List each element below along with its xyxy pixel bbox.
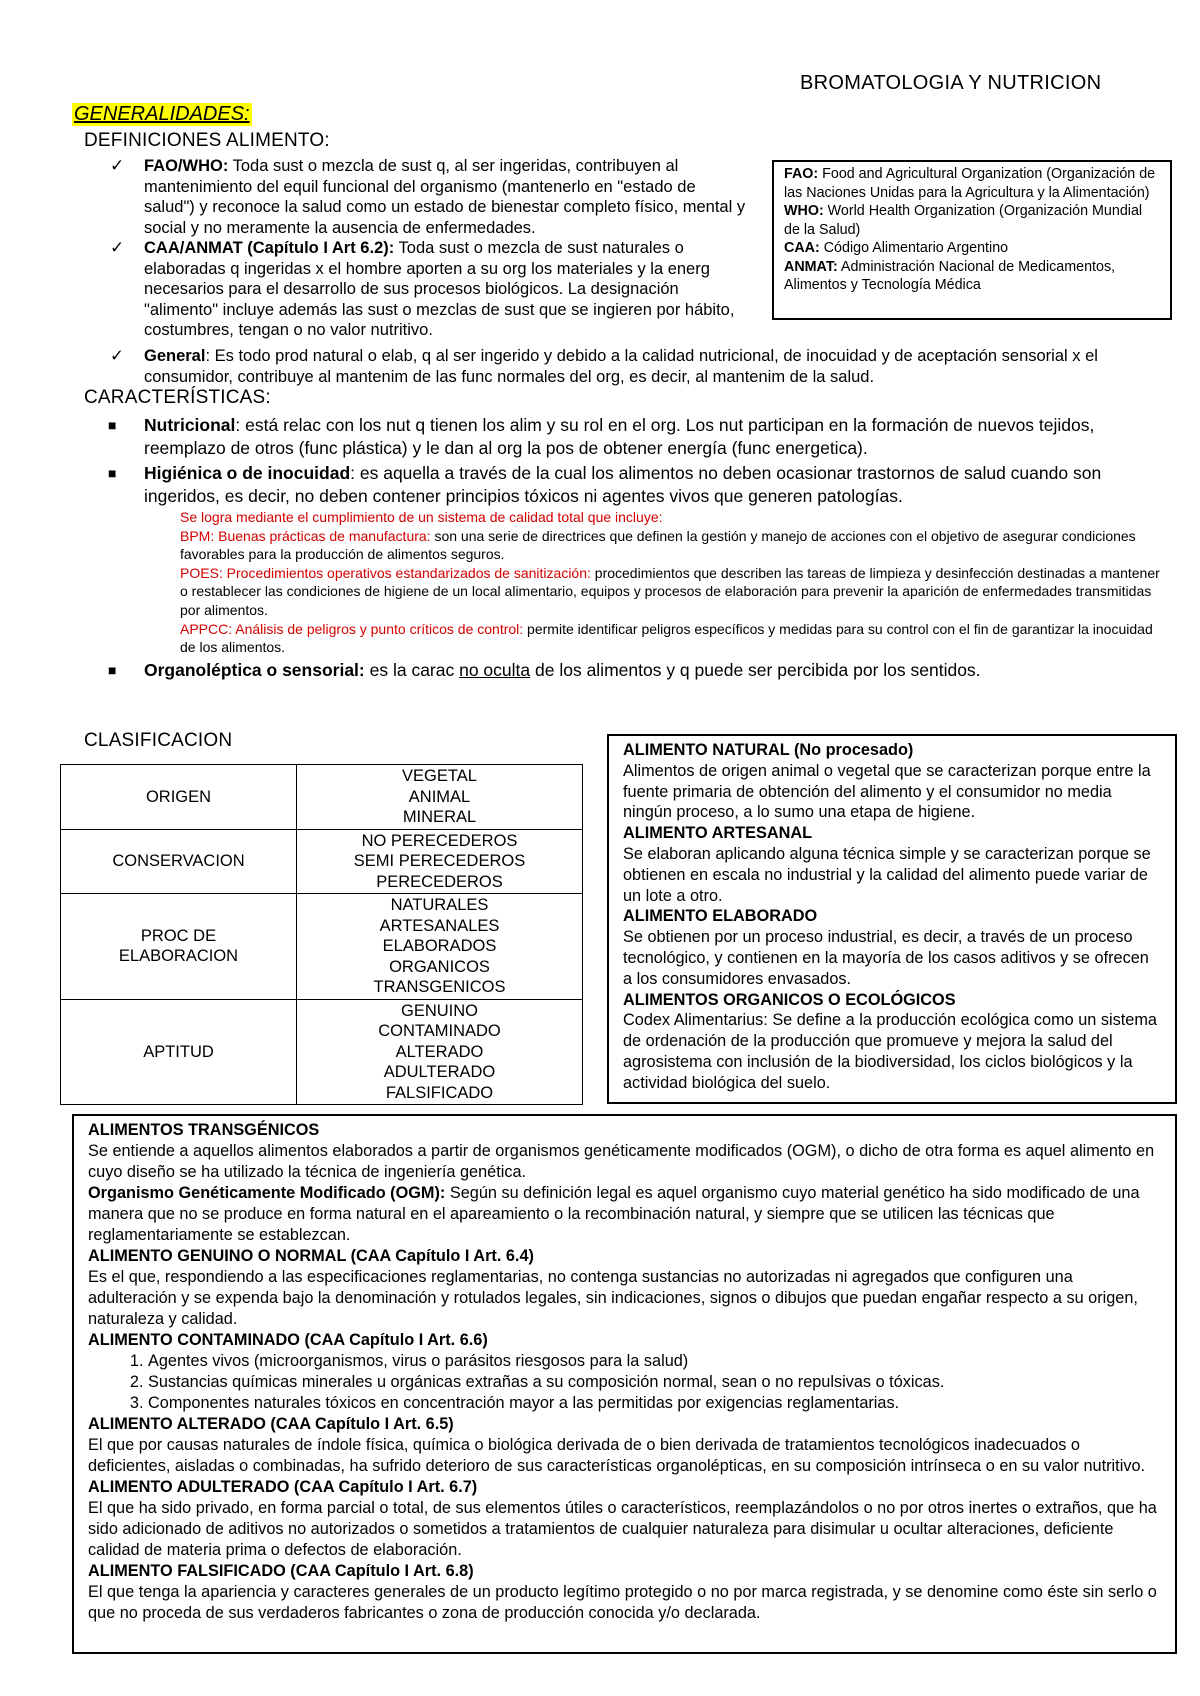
abbr-term: CAA: — [784, 240, 820, 256]
abbr-caa — [784, 239, 1160, 258]
class-label-line: PROC DE — [140, 926, 217, 945]
definiciones-title: DEFINICIONES ALIMENTO: — [84, 130, 330, 151]
char-term: Nutricional — [144, 415, 236, 435]
quality-intro: Se logra mediante el cumplimiento de un sistema de calidad total que incluye: — [180, 509, 663, 525]
char-term: Higiénica o de inocuidad — [144, 463, 351, 483]
class-value: VEGETAL — [402, 767, 477, 785]
definition-fao — [80, 156, 750, 238]
classification-table — [60, 764, 583, 1105]
type-text: Codex Alimentarius: Se define a la producción ecológica como un sistema de ordenación de la producción que promueve y mejora la salud del agrosistema con inclusión de la biodiversidad, los ciclos biológicos y la actividad biológica del suelo. — [623, 1011, 1157, 1092]
class-value: ORGANICOS — [389, 957, 490, 976]
abbr-term: WHO: — [784, 203, 824, 219]
abbr-text: Administración Nacional de Medicamentos, Alimentos y Tecnología Médica — [784, 258, 1116, 293]
characteristics-list — [80, 414, 1160, 682]
char-text: de los alimentos y q puede ser percibida por los sentidos. — [530, 659, 981, 680]
abbr-term: FAO: — [784, 166, 819, 182]
class-value: ANIMAL — [408, 787, 471, 806]
section-title: ALIMENTOS TRANSGÉNICOS — [88, 1121, 320, 1139]
type-title: ALIMENTOS ORGANICOS O ECOLÓGICOS — [623, 990, 956, 1009]
class-value: ELABORADOS — [382, 937, 497, 955]
quality-system — [180, 508, 1160, 657]
section-title: ALIMENTO CONTAMINADO (CAA Capítulo I Art. 6.6) — [88, 1331, 488, 1349]
class-value: ALTERADO — [395, 1042, 484, 1061]
list-item: 2. Sustancias químicas minerales u orgánicas extrañas a su composición normal, sean o no repulsivas o tóxicas. — [148, 1372, 1161, 1393]
check-icon: ✓ — [110, 156, 125, 175]
char-underlined: no oculta — [459, 659, 531, 680]
type-title: ALIMENTO ARTESANAL — [623, 824, 813, 843]
list-item: 1. Agentes vivos (microorganismos, virus o parásitos riesgosos para la salud) — [148, 1351, 1161, 1372]
caracteristicas-title: CARACTERÍSTICAS: — [84, 387, 271, 408]
type-text: Alimentos de origen animal o vegetal que se caracterizan porque entre la fuente primaria de obtención del alimento y el consumidor no media ningún proceso, a lo sumo una etapa de higiene. — [623, 761, 1151, 822]
definition-caa — [80, 238, 750, 341]
class-value: ADULTERADO — [383, 1063, 496, 1081]
class-value: NATURALES — [390, 896, 489, 914]
food-types-box — [607, 734, 1177, 1104]
class-value: FALSIFICADO — [385, 1083, 494, 1102]
definitions-caa-box — [72, 1114, 1177, 1654]
quality-term: BPM: Buenas prácticas de manufactura: — [180, 527, 431, 544]
abbr-who — [784, 202, 1160, 239]
definition-text: Toda sust o mezcla de sust q, al ser ingeridas, contribuyen al mantenimiento del equil funcional del organismo (mantenerlo en "estado de salud") y reconoce la salud como un estado de bienestar completo físico, mental y social y no meramente la ausencia de enfermedades. — [144, 157, 746, 237]
section-title: ALIMENTO ALTERADO (CAA Capítulo I Art. 6.5) — [88, 1415, 454, 1433]
section-text: Es el que, respondiendo a las especificaciones reglamentarias, no contenga sustancias no autorizadas ni agregados que configuren una adulteración y se expenda bajo la denominación y rotulados legales, sin indicaciones, signos o dibujos que puedan engañar respecto a su origen, naturaleza y calidad. — [88, 1268, 1138, 1328]
quality-bpm — [180, 527, 1160, 564]
class-label: APTITUD — [61, 999, 297, 1105]
quality-appcc — [180, 620, 1160, 657]
section-text: El que por causas naturales de índole física, química o biológica derivada de o bien derivada de tratamientos tecnológicos inadecuados o deficientes, aisladas o combinadas, ha sufrido deterioro de sus características organolépticas, en su composición intrínseca o en su valor nutritivo. — [88, 1436, 1146, 1475]
char-nutricional — [80, 414, 1160, 460]
class-values — [297, 765, 583, 830]
char-term: Organoléptica o sensorial: — [144, 659, 365, 680]
class-label: ORIGEN — [61, 765, 297, 830]
class-value: GENUINO — [400, 1001, 478, 1020]
check-icon: ✓ — [110, 238, 125, 257]
type-title: ALIMENTO NATURAL (No procesado) — [623, 741, 914, 759]
class-value: CONTAMINADO — [378, 1022, 501, 1040]
class-value: PERECEDEROS — [376, 872, 503, 891]
section-text: El que ha sido privado, en forma parcial o total, de sus elementos útiles o característicos, reemplazándolos o no por otros inertes o extraños, que ha sido adicionado de aditivos no autorizados o sometidos a tratamientos de cualquier naturaleza para disimular u ocultar alteraciones, deficiente calidad de materia prima o defectos de elaboración. — [88, 1499, 1157, 1559]
class-label: CONSERVACION — [61, 829, 297, 894]
section-title: ALIMENTO ADULTERADO (CAA Capítulo I Art. 6.7) — [88, 1478, 478, 1496]
quality-poes — [180, 564, 1160, 620]
bullet-icon: ■ — [108, 661, 117, 678]
quality-text: procedimientos que describen las tareas de limpieza y desinfección destinadas a mantener o restablecer las condiciones de higiene de un local alimentario, equipos y procesos de elaboración para prevenir la aparición de enfermedades transmitidas por alimentos. — [180, 564, 1160, 618]
definition-text: : Es todo prod natural o elab, q al ser ingerido y debido a la calidad nutricional, de inocuidad y de aceptación sensorial x el consumidor, contribuye al mantenim de las func normales del org, es decir, al mantenim de la salud. — [144, 347, 1098, 386]
definition-term: FAO/WHO: — [144, 157, 229, 175]
char-text: : está relac con los nut q tienen los alim y su rol en el org. Los nut participan en la formación de nuevos tejidos, reemplazo de otros (func plástica) y le dan al org la pos de obtener energía (func energetica). — [144, 415, 1095, 458]
class-label-line: ELABORACION — [118, 947, 239, 966]
table-row — [61, 765, 583, 830]
definition-term: General — [144, 347, 206, 365]
class-values — [297, 999, 583, 1105]
class-value: SEMI PERECEDEROS — [353, 852, 526, 870]
section-title: ALIMENTO GENUINO O NORMAL (CAA Capítulo I Art. 6.4) — [88, 1247, 534, 1265]
abbreviations-box — [772, 160, 1172, 320]
definition-text: Toda sust o mezcla de sust naturales o elaboradas q ingeridas x el hombre aporten a su org los materiales y la energ necesarios para el desarrollo de sus procesos biológicos. La designación "alimento" incluye además las sust o mezclas de sust que se ingieren por hábito, costumbres, tengan o no valor nutritivo. — [144, 239, 735, 339]
section-title: ALIMENTO FALSIFICADO (CAA Capítulo I Art. 6.8) — [88, 1562, 474, 1580]
quality-text: permite identificar peligros específicos y medidas para su control con el fin de garantizar la inocuidad de los alimentos. — [180, 620, 1153, 656]
char-text: : es aquella a través de la cual los alimentos no deben ocasionar trastornos de salud cuando son ingeridos, es decir, no deben contener principios tóxicos ni agentes vivos que generen patologías. — [144, 463, 1102, 506]
type-title: ALIMENTO ELABORADO — [623, 907, 818, 926]
contaminado-list — [88, 1351, 1161, 1414]
type-text: Se elaboran aplicando alguna técnica simple y se caracterizan porque se obtienen en escala no industrial y la calidad del alimento puede variar de un lote a otro. — [623, 844, 1151, 905]
table-row — [61, 999, 583, 1105]
quality-term: POES: Procedimientos operativos estandarizados de sanitización: — [180, 564, 591, 581]
table-row — [61, 829, 583, 894]
check-icon: ✓ — [110, 347, 124, 365]
abbr-text: Código Alimentario Argentino — [819, 240, 1009, 256]
abbr-text: World Health Organization (Organización Mundial de la Salud) — [784, 203, 1143, 238]
type-text: Se obtienen por un proceso industrial, es decir, a través de un proceso tecnológico, y contienen en la mayoría de los casos aditivos y se ofrecen a los consumidores envasados. — [623, 928, 1149, 988]
section-generalidades: GENERALIDADES: — [74, 103, 250, 125]
char-higienica — [80, 462, 1160, 508]
bullet-icon: ■ — [108, 465, 117, 481]
class-value: MINERAL — [402, 808, 477, 826]
class-value: TRANSGENICOS — [373, 978, 506, 996]
quality-term: APPCC: Análisis de peligros y punto críticos de control: — [180, 620, 524, 637]
section-text: Se entiende a aquellos alimentos elaborados a partir de organismos genéticamente modificados (OGM), o dicho de otra forma es aquel alimento en cuyo diseño se ha utilizado la técnica de ingeniería genética. — [88, 1142, 1155, 1181]
char-organoleptica — [80, 659, 1160, 682]
section-text: El que tenga la apariencia y caracteres generales de un producto legítimo protegido o no por marca registrada, y se denomine como éste sin serlo o que no proceda de sus verdaderos fabricantes o zona de producción conocida y/o declarada. — [88, 1583, 1157, 1622]
list-item: 3. Componentes naturales tóxicos en concentración mayor a las permitidas por exigencias reglamentarias. — [148, 1393, 1161, 1414]
abbr-fao — [784, 165, 1160, 202]
page-header: BROMATOLOGIA Y NUTRICION — [800, 72, 1102, 94]
ogm-definition — [88, 1183, 1161, 1246]
abbr-anmat — [784, 258, 1160, 295]
class-values — [297, 894, 583, 1000]
char-text: es la carac — [364, 659, 460, 680]
ogm-text: Según su definición legal es aquel organismo cuyo material genético ha sido modificado de una manera que no se produce en forma natural en el apareamiento o la recombinación natural, y siempre que se utilicen las técnicas que reglamentariamente se establezcan. — [88, 1184, 1140, 1244]
class-value: NO PERECEDEROS — [361, 831, 518, 850]
abbr-text: Food and Agricultural Organization (Organización de las Naciones Unidas para la Agricultura y la Alimentación) — [784, 166, 1156, 201]
quality-text: son una serie de directrices que definen la gestión y manejo de acciones con el objetivo de asegurar condiciones favorables para la producción de alimentos seguros. — [180, 527, 1136, 563]
clasificacion-title: CLASIFICACION — [84, 730, 233, 751]
ogm-term: Organismo Genéticamente Modificado (OGM): — [88, 1184, 446, 1202]
abbr-term: ANMAT: — [784, 258, 838, 275]
class-values — [297, 829, 583, 894]
class-label — [61, 894, 297, 1000]
definition-general — [80, 346, 1120, 387]
definitions-list — [80, 156, 750, 341]
class-value: ARTESANALES — [379, 916, 500, 935]
definition-term: CAA/ANMAT (Capítulo I Art 6.2): — [144, 239, 395, 257]
bullet-icon: ■ — [108, 417, 117, 433]
table-row — [61, 894, 583, 1000]
